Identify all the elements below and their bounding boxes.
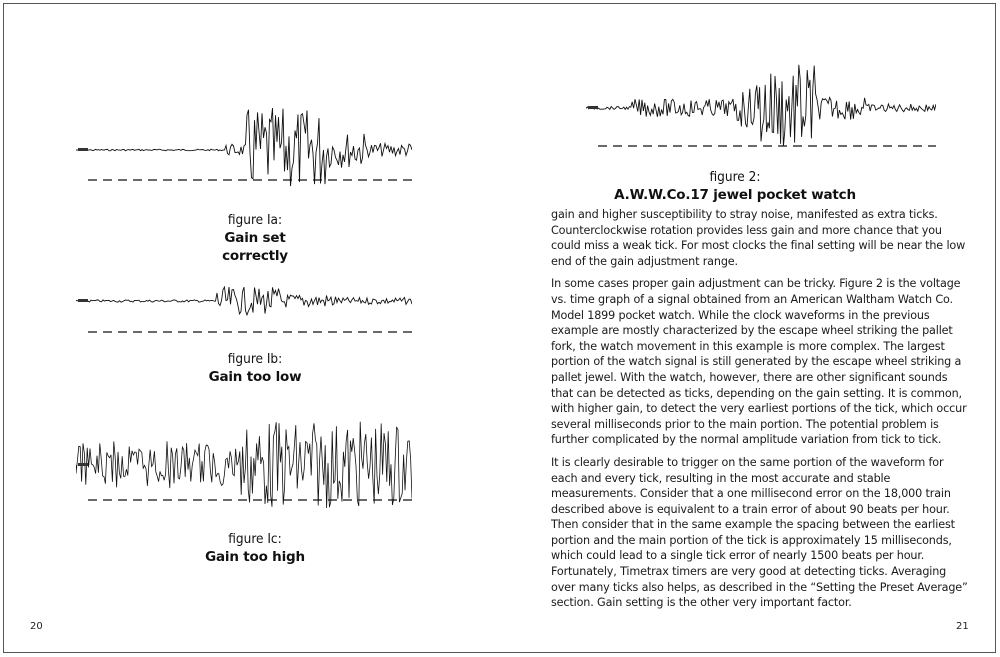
waveform-figure-1b [76, 273, 412, 343]
paragraph: It is clearly desirable to trigger on the same portion of the waveform for each and every tick, resulting in the most accurate and stable measurements. Consider that a one millisecond error on the 18,000 train described above is equivalent to a train error of about 90 beats per hour. Then consider that in the same example the spacing between the earliest portion and the main portion of the tick is approximately 15 milliseconds, which could lead to a single tick error of nearly 1500 beats per hour. Fortunately, Timetrax timers are very good at detecting ticks. Averaging over many ticks also helps, as described in the “Setting the Preset Average” section. Gain setting is the other very important factor. [551, 455, 968, 610]
figure-2-label: figure 2: [709, 169, 761, 185]
paragraph: In some cases proper gain adjustment can be tricky. Figure 2 is the voltage vs. time graph of a signal obtained from an American Waltham Watch Co. Model 1899 pocket watch. While the clock waveforms in the previous example are mostly characterized by the escape wheel striking the pallet fork, the watch movement in this example is more complex. The largest portion of the watch signal is still generated by the escape wheel striking a pallet jewel. With the watch, however, there are other significant sounds that can be detected as ticks, depending on the gain setting. It is common, with higher gain, to detect the very earliest portions of the tick, which occur several milliseconds prior to the main portion. The potential problem is further complicated by the normal amplitude variation from tick to tick. [551, 277, 967, 447]
paragraph: gain and higher susceptibility to stray noise, manifested as extra ticks. Counterclockwise rotation provides less gain and more chance that you could miss a weak tick. For most clocks the final setting will be near the low end of the gain adjustment range. [551, 208, 966, 268]
waveform-figure-2 [586, 60, 936, 168]
waveform-trace [76, 108, 412, 186]
figure-1a-caption [190, 211, 320, 265]
figure-1b-label: figure Ib: [227, 351, 283, 367]
figure-1c-caption [190, 530, 320, 566]
figure-2-title: A.W.W.Co.17 jewel pocket watch [614, 187, 856, 203]
figure-1c-label: figure Ic: [228, 531, 282, 547]
figure-1c-title: Gain too high [205, 549, 305, 565]
waveform-trace [76, 422, 412, 508]
waveform-figure-1c [76, 420, 412, 520]
figure-2-caption [580, 168, 890, 204]
trace-start-marker [588, 106, 598, 109]
waveform-trace [586, 65, 936, 146]
body-text [551, 207, 971, 618]
figure-1b-caption [190, 350, 320, 386]
figure-1b-title: Gain too low [208, 369, 302, 385]
page-number-left: 20 [30, 621, 43, 632]
figure-1a-label: figure Ia: [227, 212, 283, 228]
waveform-figure-1a [76, 100, 412, 195]
trace-start-marker [78, 463, 88, 466]
page-number-right: 21 [956, 621, 969, 632]
trace-start-marker [78, 148, 88, 151]
trace-start-marker [78, 299, 88, 302]
figure-1a-title: Gain set correctly [222, 230, 288, 264]
waveform-trace [76, 287, 412, 315]
